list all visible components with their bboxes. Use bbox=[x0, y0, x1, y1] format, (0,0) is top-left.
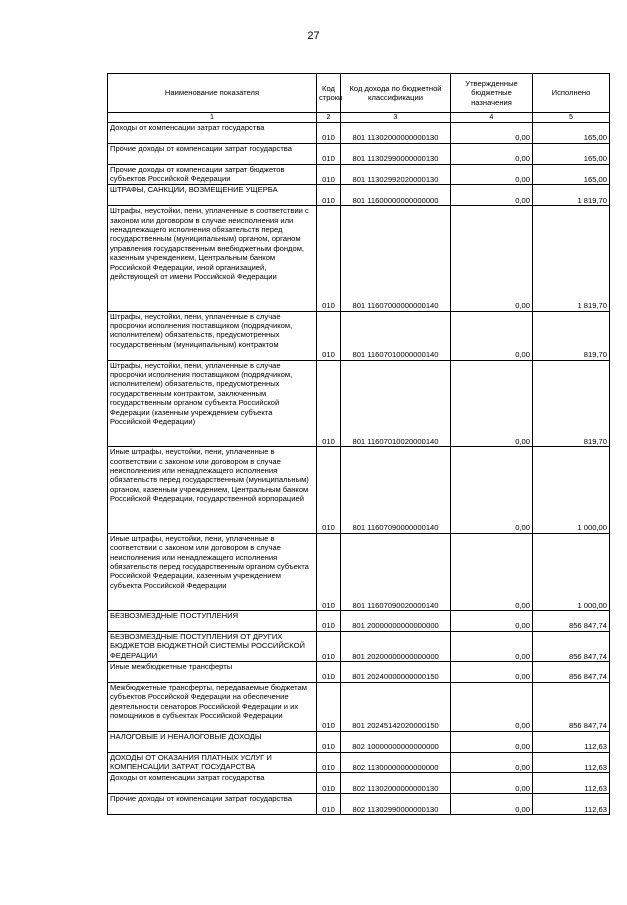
row-income-code-cell: 801 11607000000000140 bbox=[341, 206, 451, 311]
row-income-code-cell: 801 11600000000000000 bbox=[341, 185, 451, 206]
row-executed-cell: 112,63 bbox=[533, 773, 610, 794]
row-name-cell: Штрафы, неустойки, пени, уплаченные в соответствии с законом или договором в случае неисполнения или ненадлежащего исполнения обязательств перед государственным (муниципальным) органом, органом управления государственным внебюджетным фондом, казенным учреждением, Центральным банком Российской Федерации, иной организацией, действующей от имени Российской Федерации bbox=[108, 206, 317, 311]
row-executed-cell: 165,00 bbox=[533, 123, 610, 144]
table-row bbox=[108, 731, 610, 752]
row-line-code-cell: 010 bbox=[317, 447, 341, 534]
row-executed-cell: 856 847,74 bbox=[533, 682, 610, 731]
row-income-code-cell: 801 20000000000000000 bbox=[341, 610, 451, 631]
table-row bbox=[108, 682, 610, 731]
row-name-cell: Штрафы, неустойки, пени, уплаченные в случае просрочки исполнения поставщиком (подрядчиком, исполнителем) обязательств, предусмотренных государственным контрактом, заключенным государственным органом субъекта Российской Федерации (казенным учреждением субъекта Российской Федерации) bbox=[108, 360, 317, 447]
table-row bbox=[108, 752, 610, 773]
row-approved-cell: 0,00 bbox=[451, 752, 533, 773]
header-indicator-name: Наименование показателя bbox=[108, 74, 317, 113]
row-line-code-cell: 010 bbox=[317, 185, 341, 206]
row-approved-cell: 0,00 bbox=[451, 773, 533, 794]
row-name-cell: Прочие доходы от компенсации затрат государства bbox=[108, 794, 317, 815]
row-name-cell: Межбюджетные трансферты, передаваемые бюджетам субъектов Российской Федерации на обеспечение деятельности сенаторов Российской Федерации и их помощников в субъектах Российской Федерации bbox=[108, 682, 317, 731]
row-income-code-cell: 802 11302990000000130 bbox=[341, 794, 451, 815]
row-executed-cell: 819,70 bbox=[533, 360, 610, 447]
row-line-code-cell: 010 bbox=[317, 682, 341, 731]
column-number-row bbox=[108, 113, 610, 123]
table-row bbox=[108, 206, 610, 311]
table-row bbox=[108, 610, 610, 631]
row-line-code-cell: 010 bbox=[317, 143, 341, 164]
row-executed-cell: 165,00 bbox=[533, 143, 610, 164]
row-executed-cell: 819,70 bbox=[533, 311, 610, 360]
header-executed: Исполнено bbox=[533, 74, 610, 113]
table-row bbox=[108, 360, 610, 447]
row-approved-cell: 0,00 bbox=[451, 447, 533, 534]
table-row bbox=[108, 164, 610, 185]
row-name-cell: Штрафы, неустойки, пени, уплаченные в случае просрочки исполнения поставщиком (подрядчиком, исполнителем) обязательств, предусмотренных государственным (муниципальным) контрактом bbox=[108, 311, 317, 360]
row-approved-cell: 0,00 bbox=[451, 143, 533, 164]
row-line-code-cell: 010 bbox=[317, 661, 341, 682]
row-name-cell: Иные штрафы, неустойки, пени, уплаченные в соответствии с законом или договором в случае неисполнения или ненадлежащего исполнения обязательств перед государственным органом субъекта Российской Федерации, казенным учреждением субъекта Российской Федерации bbox=[108, 533, 317, 610]
row-executed-cell: 1 000,00 bbox=[533, 447, 610, 534]
row-line-code-cell: 010 bbox=[317, 773, 341, 794]
row-income-code-cell: 801 11302990000000130 bbox=[341, 143, 451, 164]
row-executed-cell: 1 000,00 bbox=[533, 533, 610, 610]
row-approved-cell: 0,00 bbox=[451, 661, 533, 682]
row-line-code-cell: 010 bbox=[317, 731, 341, 752]
table-row bbox=[108, 447, 610, 534]
header-approved: Утвержденные бюджетные назначения bbox=[451, 74, 533, 113]
column-number: 2 bbox=[317, 113, 341, 123]
row-line-code-cell: 010 bbox=[317, 533, 341, 610]
income-table bbox=[107, 73, 610, 815]
row-line-code-cell: 010 bbox=[317, 360, 341, 447]
row-income-code-cell: 802 11302000000000130 bbox=[341, 773, 451, 794]
row-name-cell: Прочие доходы от компенсации затрат государства bbox=[108, 143, 317, 164]
row-executed-cell: 165,00 bbox=[533, 164, 610, 185]
row-income-code-cell: 801 11302992020000130 bbox=[341, 164, 451, 185]
row-executed-cell: 856 847,74 bbox=[533, 661, 610, 682]
table-row bbox=[108, 185, 610, 206]
row-approved-cell: 0,00 bbox=[451, 610, 533, 631]
row-income-code-cell: 802 11300000000000000 bbox=[341, 752, 451, 773]
table-row bbox=[108, 661, 610, 682]
row-line-code-cell: 010 bbox=[317, 164, 341, 185]
row-income-code-cell: 801 11607010020000140 bbox=[341, 360, 451, 447]
row-name-cell: НАЛОГОВЫЕ И НЕНАЛОГОВЫЕ ДОХОДЫ bbox=[108, 731, 317, 752]
row-name-cell: Доходы от компенсации затрат государства bbox=[108, 773, 317, 794]
header-row bbox=[108, 74, 610, 113]
row-approved-cell: 0,00 bbox=[451, 206, 533, 311]
header-line-code: Код строки bbox=[317, 74, 341, 113]
table-row bbox=[108, 631, 610, 661]
row-name-cell: БЕЗВОЗМЕЗДНЫЕ ПОСТУПЛЕНИЯ ОТ ДРУГИХ БЮДЖЕТОВ БЮДЖЕТНОЙ СИСТЕМЫ РОССИЙСКОЙ ФЕДЕРАЦИИ bbox=[108, 631, 317, 661]
row-income-code-cell: 801 11607090020000140 bbox=[341, 533, 451, 610]
row-executed-cell: 112,63 bbox=[533, 752, 610, 773]
row-line-code-cell: 010 bbox=[317, 752, 341, 773]
column-number: 4 bbox=[451, 113, 533, 123]
header-income-code: Код дохода по бюджетной классификации bbox=[341, 74, 451, 113]
row-approved-cell: 0,00 bbox=[451, 533, 533, 610]
row-income-code-cell: 801 11607090000000140 bbox=[341, 447, 451, 534]
row-name-cell: Прочие доходы от компенсации затрат бюджетов субъектов Российской Федерации bbox=[108, 164, 317, 185]
row-income-code-cell: 801 11607010000000140 bbox=[341, 311, 451, 360]
table-row bbox=[108, 773, 610, 794]
row-name-cell: Иные межбюджетные трансферты bbox=[108, 661, 317, 682]
row-executed-cell: 856 847,74 bbox=[533, 631, 610, 661]
row-income-code-cell: 801 20200000000000000 bbox=[341, 631, 451, 661]
row-approved-cell: 0,00 bbox=[451, 794, 533, 815]
row-approved-cell: 0,00 bbox=[451, 360, 533, 447]
row-approved-cell: 0,00 bbox=[451, 731, 533, 752]
row-income-code-cell: 801 11302000000000130 bbox=[341, 123, 451, 144]
table-row bbox=[108, 794, 610, 815]
row-executed-cell: 856 847,74 bbox=[533, 610, 610, 631]
row-approved-cell: 0,00 bbox=[451, 682, 533, 731]
column-number: 3 bbox=[341, 113, 451, 123]
row-name-cell: ДОХОДЫ ОТ ОКАЗАНИЯ ПЛАТНЫХ УСЛУГ И КОМПЕНСАЦИИ ЗАТРАТ ГОСУДАРСТВА bbox=[108, 752, 317, 773]
table-row bbox=[108, 123, 610, 144]
row-income-code-cell: 802 10000000000000000 bbox=[341, 731, 451, 752]
row-approved-cell: 0,00 bbox=[451, 123, 533, 144]
row-name-cell: БЕЗВОЗМЕЗДНЫЕ ПОСТУПЛЕНИЯ bbox=[108, 610, 317, 631]
row-executed-cell: 112,63 bbox=[533, 731, 610, 752]
column-number: 1 bbox=[108, 113, 317, 123]
row-executed-cell: 1 819,70 bbox=[533, 206, 610, 311]
row-line-code-cell: 010 bbox=[317, 206, 341, 311]
row-line-code-cell: 010 bbox=[317, 631, 341, 661]
row-approved-cell: 0,00 bbox=[451, 631, 533, 661]
row-line-code-cell: 010 bbox=[317, 610, 341, 631]
row-name-cell: Иные штрафы, неустойки, пени, уплаченные в соответствии с законом или договором в случае неисполнения или ненадлежащего исполнения обязательств перед государственным (муниципальным) органом, казенным учреждением, Центральным банком Российской Федерации, государственной корпорацией bbox=[108, 447, 317, 534]
row-approved-cell: 0,00 bbox=[451, 185, 533, 206]
row-approved-cell: 0,00 bbox=[451, 164, 533, 185]
row-executed-cell: 1 819,70 bbox=[533, 185, 610, 206]
row-line-code-cell: 010 bbox=[317, 123, 341, 144]
row-approved-cell: 0,00 bbox=[451, 311, 533, 360]
table-row bbox=[108, 533, 610, 610]
row-name-cell: Доходы от компенсации затрат государства bbox=[108, 123, 317, 144]
row-line-code-cell: 010 bbox=[317, 794, 341, 815]
page-number: 27 bbox=[307, 30, 320, 42]
table-row bbox=[108, 311, 610, 360]
row-executed-cell: 112,63 bbox=[533, 794, 610, 815]
row-income-code-cell: 801 20245142020000150 bbox=[341, 682, 451, 731]
row-line-code-cell: 010 bbox=[317, 311, 341, 360]
row-income-code-cell: 801 20240000000000150 bbox=[341, 661, 451, 682]
table-row bbox=[108, 143, 610, 164]
column-number: 5 bbox=[533, 113, 610, 123]
row-name-cell: ШТРАФЫ, САНКЦИИ, ВОЗМЕЩЕНИЕ УЩЕРБА bbox=[108, 185, 317, 206]
